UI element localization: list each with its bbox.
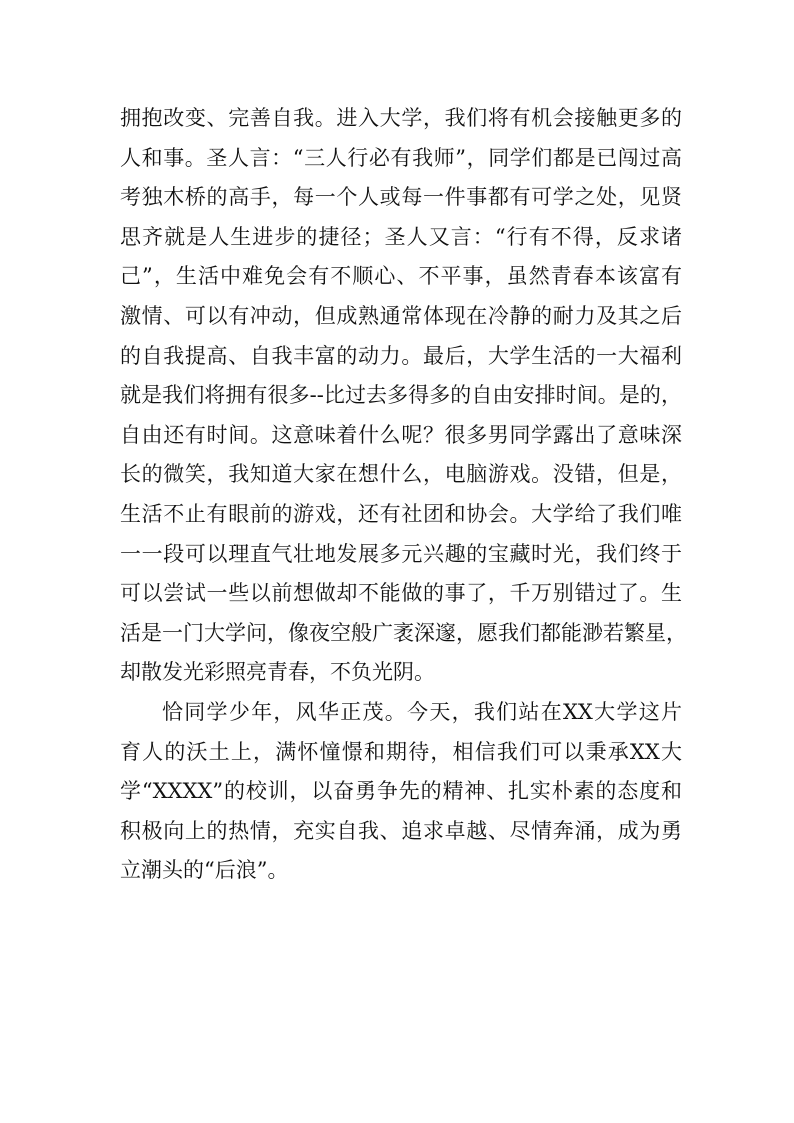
text-line: 立潮头的“后浪”。 (120, 858, 289, 883)
text-line: 一一段可以理直气壮地发展多元兴趣的宝藏时光，我们终于 (120, 541, 682, 566)
text-line: 恰同学少年，风华正茂。今天，我们站在XX大学这片 (162, 699, 682, 724)
text-line: 长的微笑，我知道大家在想什么，电脑游戏。没错，但是， (120, 462, 682, 487)
body-text (120, 99, 687, 891)
text-line: 学“XXXX”的校训，以奋勇争先的精神、扎实朴素的态度和 (120, 779, 682, 804)
paragraph-2 (120, 693, 682, 891)
text-line: 积极向上的热情，充实自我、追求卓越、尽情奔涌，成为勇 (120, 818, 682, 843)
text-line: 人和事。圣人言：“三人行必有我师”，同学们都是已闯过高 (120, 145, 682, 170)
text-line: 就是我们将拥有很多--比过去多得多的自由安排时间。是的， (120, 383, 682, 408)
text-line: 可以尝试一些以前想做却不能做的事了，千万别错过了。生 (120, 581, 682, 606)
text-line: 育人的沃土上，满怀憧憬和期待，相信我们可以秉承XX大 (120, 739, 682, 764)
text-line: 却散发光彩照亮青春，不负光阴。 (120, 660, 435, 685)
text-line: 考独木桥的高手，每一个人或每一件事都有可学之处，见贤 (120, 185, 682, 210)
text-line: 思齐就是人生进步的捷径；圣人又言：“行有不得，反求诸 (120, 224, 682, 249)
text-line: 活是一门大学问，像夜空般广袤深邃，愿我们都能渺若繁星， (120, 620, 687, 645)
text-line: 激情、可以有冲动，但成熟通常体现在冷静的耐力及其之后 (120, 303, 682, 328)
text-line: 拥抱改变、完善自我。进入大学，我们将有机会接触更多的 (120, 106, 682, 130)
text-line: 自由还有时间。这意味着什么呢？很多男同学露出了意味深 (120, 422, 682, 447)
text-line: 生活不止有眼前的游戏，还有社团和协会。大学给了我们唯 (120, 501, 682, 526)
text-line: 己”，生活中难免会有不顺心、不平事，虽然青春本该富有 (120, 264, 682, 289)
paragraph-1 (120, 99, 687, 693)
text-line: 的自我提高、自我丰富的动力。最后，大学生活的一大福利 (120, 343, 682, 368)
